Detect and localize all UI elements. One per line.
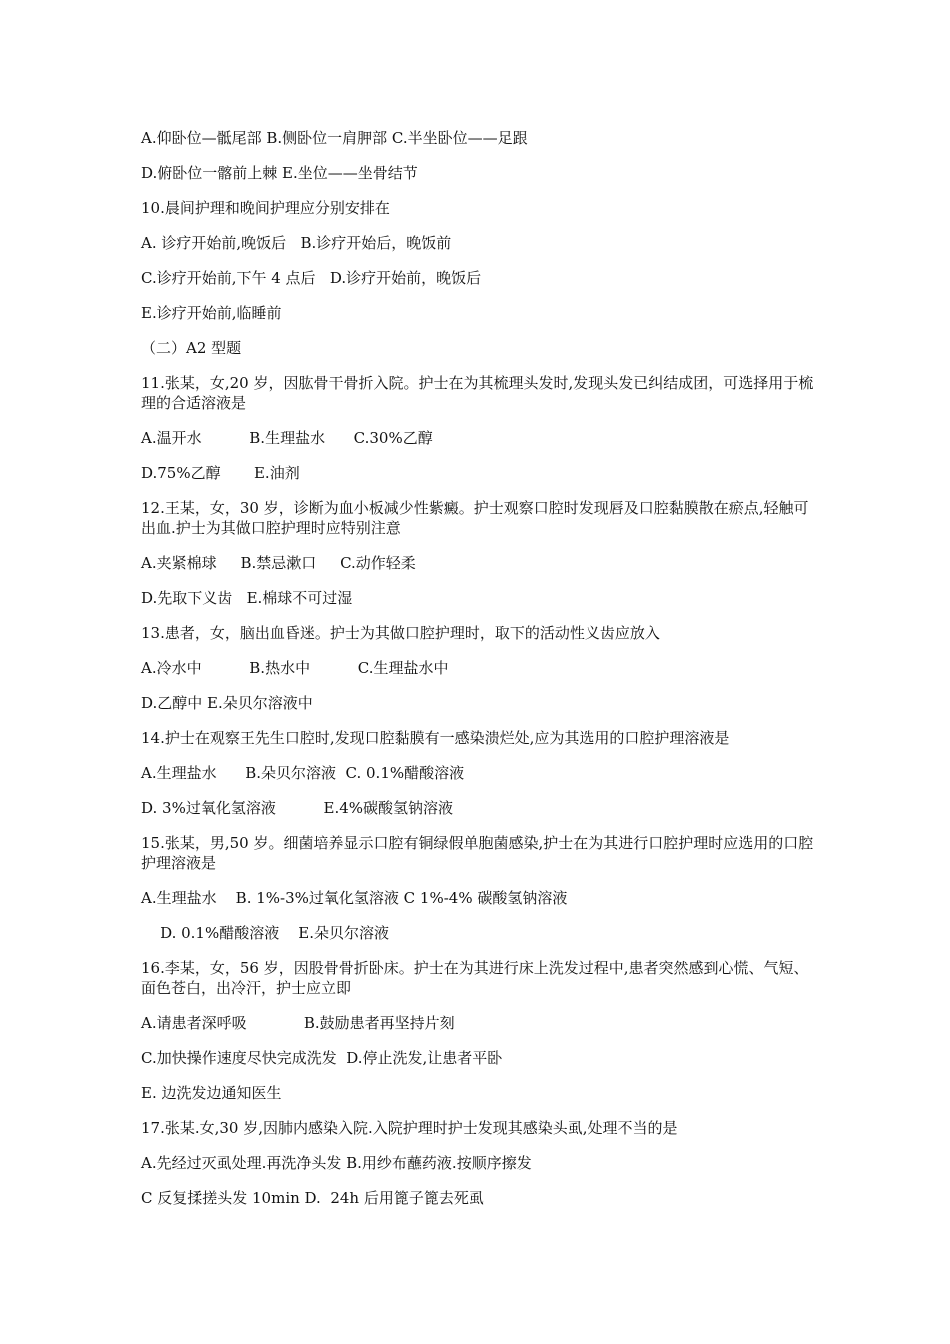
q15-options-line-2: D. 0.1%醋酸溶液 E.朵贝尔溶液 <box>141 924 389 942</box>
q13-options-line-1: A.冷水中 B.热水中 C.生理盐水中 <box>141 659 449 677</box>
q14-options-line-2: D. 3%过氧化氢溶液 E.4%碳酸氢钠溶液 <box>141 799 454 817</box>
section-heading-a2: （二）A2 型题 <box>141 339 242 357</box>
q15-question: 15.张某，男,50 岁。细菌培养显示口腔有铜绿假单胞菌感染,护士在为其进行口腔护理时应选用的口腔护理溶液是 <box>141 834 814 872</box>
q15-options-line-1: A.生理盐水 B. 1%-3%过氧化氢溶液 C 1%-4% 碳酸氢钠溶液 <box>141 889 568 907</box>
q10-question: 10.晨间护理和晚间护理应分别安排在 <box>141 199 390 217</box>
q10-options-line-2: C.诊疗开始前,下午 4 点后 D.诊疗开始前，晚饭后 <box>141 269 482 287</box>
q12-question: 12.王某，女，30 岁，诊断为血小板减少性紫癜。护士观察口腔时发现唇及口腔黏膜散在瘀点,轻触可出血.护士为其做口腔护理时应特别注意 <box>141 499 809 537</box>
q10-options-line-1: A. 诊疗开始前,晚饭后 B.诊疗开始后，晚饭前 <box>141 234 452 252</box>
q11-options-line-2: D.75%乙醇 E.油剂 <box>141 464 300 482</box>
q10-options-line-3: E.诊疗开始前,临睡前 <box>141 304 282 322</box>
q16-options-line-2: C.加快操作速度尽快完成洗发 D.停止洗发,让患者平卧 <box>141 1049 503 1067</box>
q11-options-line-1: A.温开水 B.生理盐水 C.30%乙醇 <box>141 429 433 447</box>
q17-question: 17.张某.女,30 岁,因肺内感染入院.入院护理时护士发现其感染头虱,处理不当的是 <box>141 1119 678 1137</box>
q16-question: 16.李某，女，56 岁，因股骨骨折卧床。护士在为其进行床上洗发过程中,患者突然感到心慌、气短、面色苍白，出冷汗，护士应立即 <box>141 959 809 997</box>
q14-question: 14.护士在观察王先生口腔时,发现口腔黏膜有一感染溃烂处,应为其选用的口腔护理溶液是 <box>141 729 730 747</box>
q14-options-line-1: A.生理盐水 B.朵贝尔溶液 C. 0.1%醋酸溶液 <box>141 764 465 782</box>
q17-options-line-2: C 反复揉搓头发 10min D. 24h 后用篦子篦去死虱 <box>141 1189 484 1207</box>
q13-question: 13.患者，女，脑出血昏迷。护士为其做口腔护理时，取下的活动性义齿应放入 <box>141 624 660 642</box>
q16-options-line-1: A.请患者深呼吸 B.鼓励患者再坚持片刻 <box>141 1014 455 1032</box>
q9-options-line-1: A.仰卧位—骶尾部 B.侧卧位一肩胛部 C.半坐卧位——足跟 <box>141 129 528 147</box>
q12-options-line-2: D.先取下义齿 E.棉球不可过湿 <box>141 589 353 607</box>
q9-options-line-2: D.俯卧位一髂前上棘 E.坐位——坐骨结节 <box>141 164 418 182</box>
q12-options-line-1: A.夹紧棉球 B.禁忌漱口 C.动作轻柔 <box>141 554 416 572</box>
q11-question: 11.张某，女,20 岁，因肱骨干骨折入院。护士在为其梳理头发时,发现头发已纠结成团，可选择用于梳理的合适溶液是 <box>141 374 814 412</box>
q16-options-line-3: E. 边洗发边通知医生 <box>141 1084 282 1102</box>
q17-options-line-1: A.先经过灭虱处理.再洗净头发 B.用纱布蘸药液.按顺序擦发 <box>141 1154 532 1172</box>
q13-options-line-2: D.乙醇中 E.朵贝尔溶液中 <box>141 694 313 712</box>
